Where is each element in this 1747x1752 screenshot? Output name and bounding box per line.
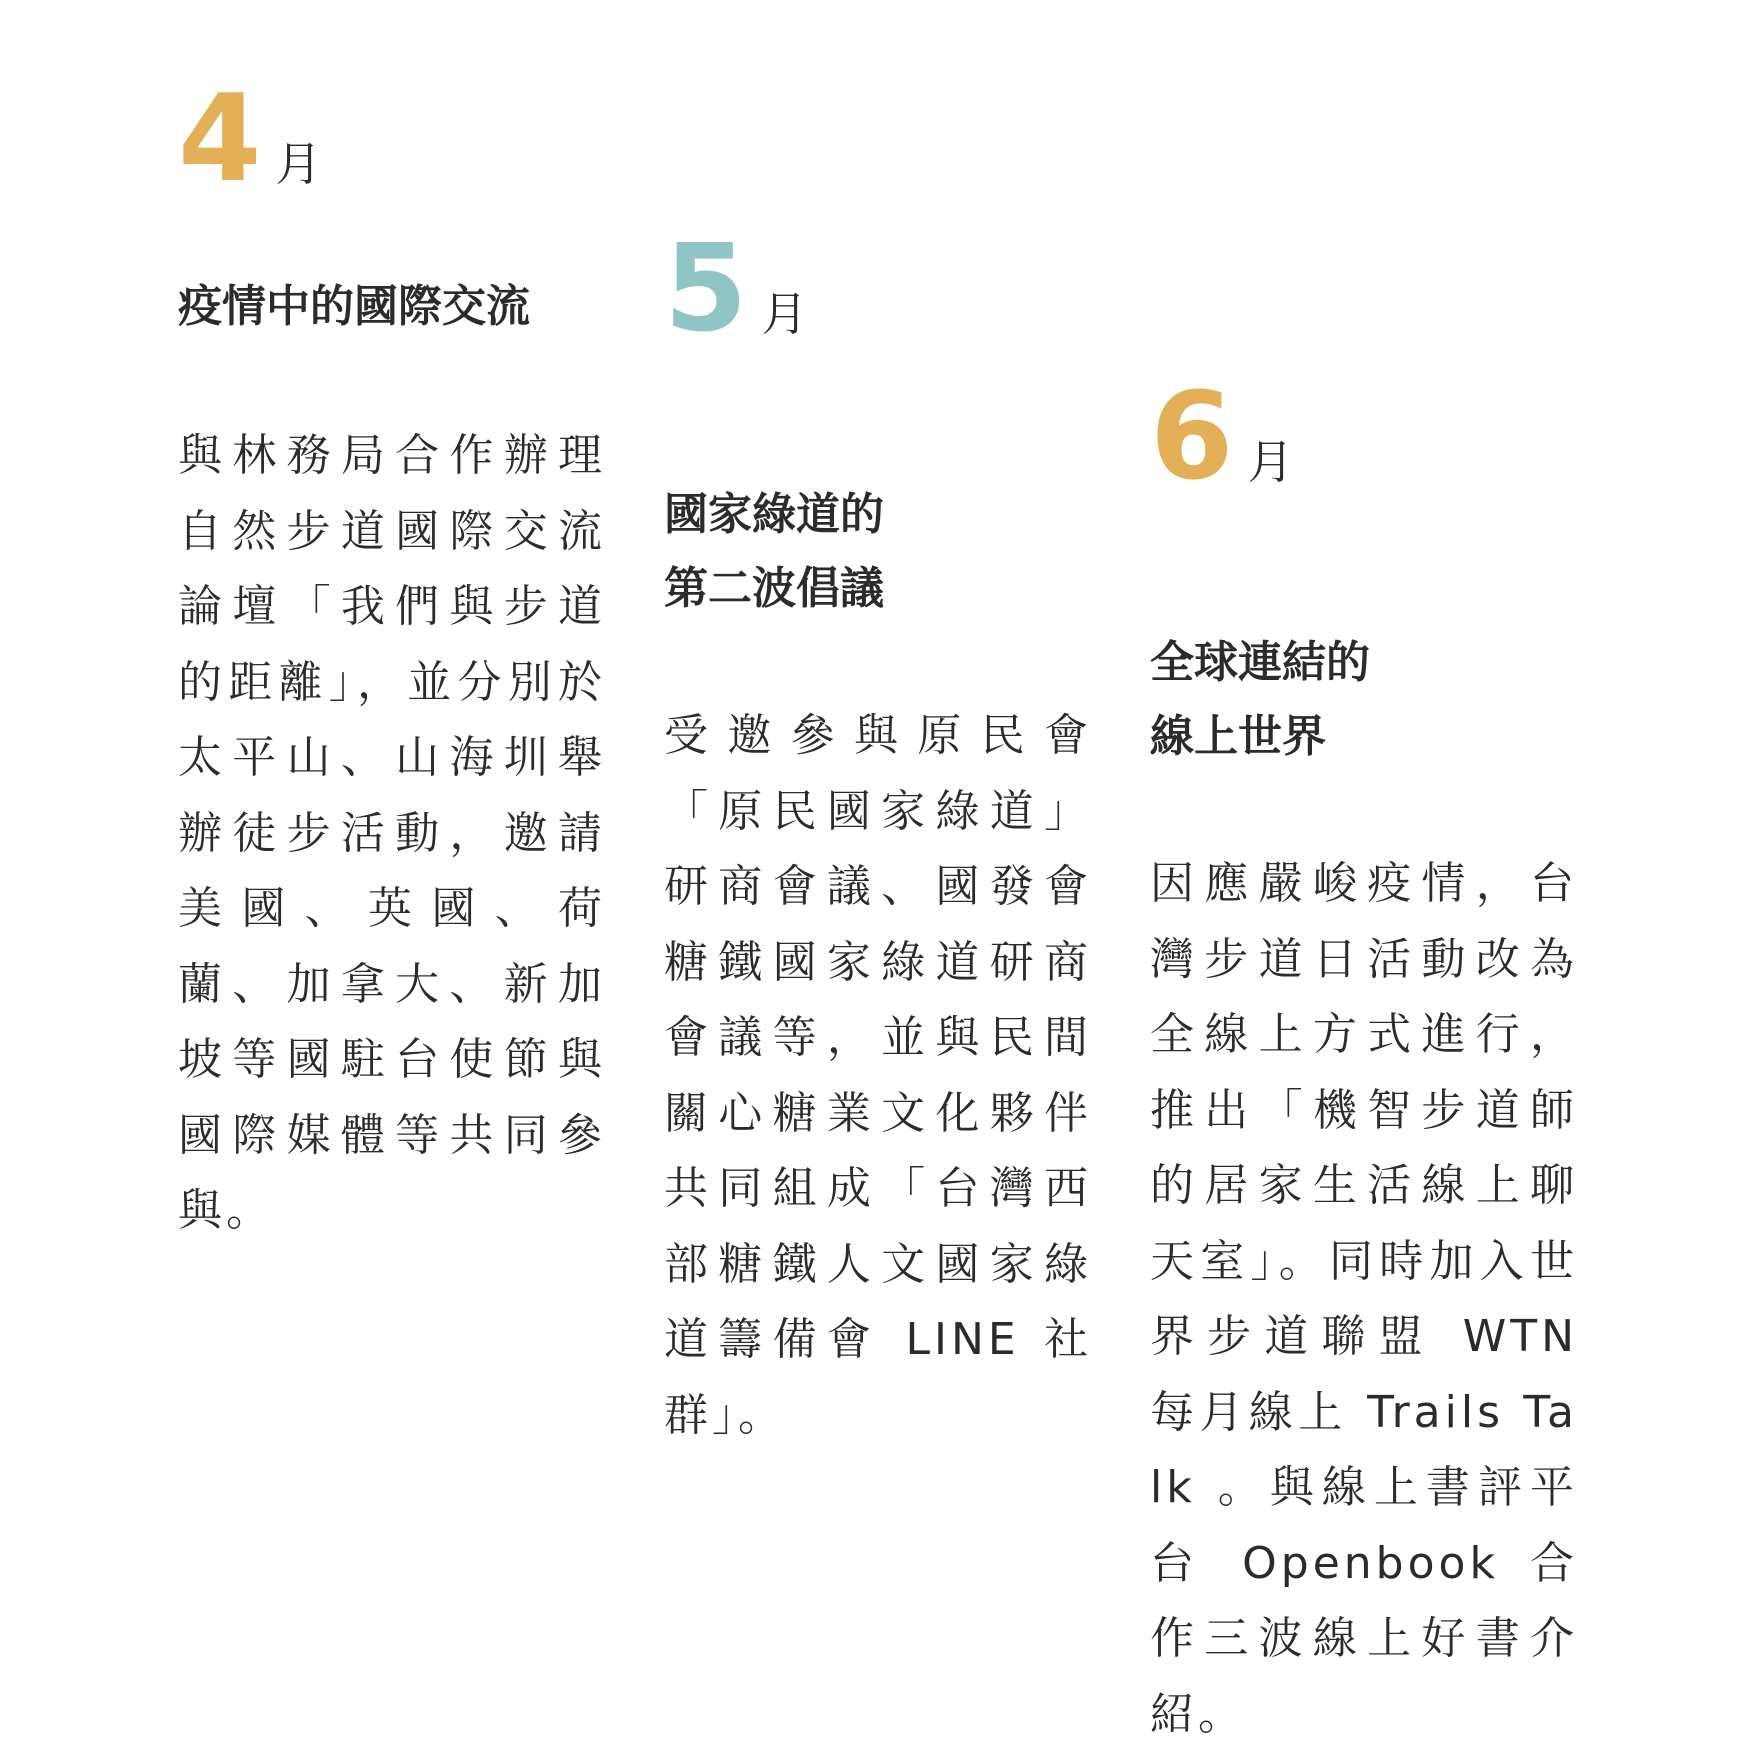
april-month-unit: 月 (275, 137, 322, 191)
june-title: 全球連結的 線上世界 (1150, 637, 1370, 762)
april-month-heading (178, 70, 618, 209)
april-column (178, 70, 618, 1249)
may-month-number: 5 (664, 220, 748, 359)
may-month-heading (664, 220, 1104, 359)
june-body: 因應嚴峻疫情，台灣步道日活動改為全線上方式進行，推出「機智步道師的居家生活線上聊天室」。同時加入世界步道聯盟 WTN 每月線上 Trails Talk 。與線上書評平台 Openbook 合作三波線上好書介紹。 (1150, 858, 1578, 1740)
may-body: 受邀參與原民會「原民國家綠道」研商會議、國發會糖鐵國家綠道研商會議等，並與民間關心糖業文化夥伴共同組成「台灣西部糖鐵人文國家綠道籌備會 LINE 社群」。 (664, 710, 1092, 1441)
june-month-heading (1150, 368, 1590, 507)
may-month-unit: 月 (761, 287, 808, 341)
june-month-unit: 月 (1247, 435, 1294, 489)
april-title: 疫情中的國際交流 (178, 281, 530, 332)
april-month-number: 4 (178, 70, 262, 209)
may-column (664, 220, 1104, 1453)
april-body: 與林務局合作辦理自然步道國際交流論壇「我們與步道的距離」，並分別於太平山、山海圳舉辦徒步活動，邀請美國、英國、荷蘭、加拿大、新加坡等國駐台使節與國際媒體等共同參與。 (178, 430, 606, 1236)
june-column (1150, 368, 1590, 1752)
may-title: 國家綠道的 第二波倡議 (664, 489, 884, 614)
june-month-number: 6 (1150, 368, 1234, 507)
